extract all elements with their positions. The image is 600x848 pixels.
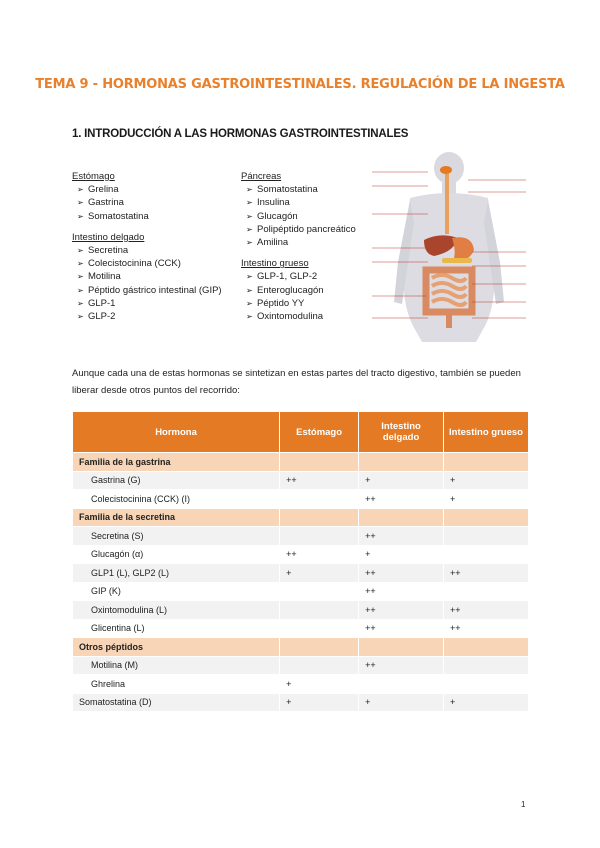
small-intestine-header: Intestino delgado bbox=[72, 231, 145, 243]
list-item: ➢ Péptido gástrico intestinal (GIP) bbox=[72, 284, 222, 297]
list-item: ➢ Amilina bbox=[241, 236, 356, 249]
column-header: Hormona bbox=[73, 412, 280, 453]
table-cell bbox=[280, 601, 359, 620]
table-cell bbox=[280, 638, 359, 657]
table-body bbox=[73, 453, 529, 712]
table-row bbox=[73, 675, 529, 694]
table-cell bbox=[444, 582, 529, 601]
page-number: 1 bbox=[521, 800, 526, 809]
list-item: ➢ GLP-1 bbox=[72, 297, 222, 310]
right-column bbox=[241, 170, 356, 323]
list-item: ➢ Glucagón bbox=[241, 210, 356, 223]
table-cell: Glicentina (L) bbox=[73, 619, 280, 638]
table-cell: + bbox=[444, 693, 529, 712]
table-cell: Oxintomodulina (L) bbox=[73, 601, 280, 620]
table-cell: ++ bbox=[359, 490, 444, 509]
table-cell: ++ bbox=[444, 619, 529, 638]
pancreas-header: Páncreas bbox=[241, 171, 282, 182]
table-cell: + bbox=[444, 490, 529, 509]
table-cell: ++ bbox=[444, 601, 529, 620]
table-cell: GIP (K) bbox=[73, 582, 280, 601]
table-cell bbox=[359, 638, 444, 657]
anatomy-figure-icon bbox=[368, 152, 530, 342]
list-item: ➢ GLP-1, GLP-2 bbox=[241, 270, 356, 283]
table-cell bbox=[280, 508, 359, 527]
table-cell bbox=[444, 675, 529, 694]
list-item: ➢ GLP-2 bbox=[72, 310, 222, 323]
table-cell: + bbox=[444, 471, 529, 490]
table-cell: Gastrina (G) bbox=[73, 471, 280, 490]
table-cell: Glucagón (α) bbox=[73, 545, 280, 564]
table-cell: Otros péptidos bbox=[73, 638, 280, 657]
table-cell: + bbox=[280, 675, 359, 694]
table-cell: + bbox=[359, 471, 444, 490]
list-item: ➢ Péptido YY bbox=[241, 297, 356, 310]
table-cell bbox=[280, 527, 359, 546]
table-cell: Somatostatina (D) bbox=[73, 693, 280, 712]
digestive-system-illustration bbox=[368, 152, 530, 342]
list-item: ➢ Somatostatina bbox=[241, 183, 356, 196]
table-cell: Motilina (M) bbox=[73, 656, 280, 675]
list-item: ➢ Grelina bbox=[72, 183, 222, 196]
table-cell: + bbox=[280, 564, 359, 583]
list-item: ➢ Enteroglucagón bbox=[241, 284, 356, 297]
table-cell: Secretina (S) bbox=[73, 527, 280, 546]
table-cell bbox=[280, 656, 359, 675]
table-cell: GLP1 (L), GLP2 (L) bbox=[73, 564, 280, 583]
table-cell bbox=[359, 453, 444, 472]
table-cell: ++ bbox=[359, 619, 444, 638]
list-item: ➢ Polipéptido pancreático bbox=[241, 223, 356, 236]
table-row bbox=[73, 693, 529, 712]
intro-paragraph: Aunque cada una de estas hormonas se sintetizan en estas partes del tracto digestivo, también se pueden liberar desde otros puntos del recorrido: bbox=[72, 368, 521, 396]
table-cell: ++ bbox=[359, 564, 444, 583]
table-cell bbox=[280, 490, 359, 509]
large-intestine-header: Intestino grueso bbox=[241, 258, 309, 270]
table-cell: + bbox=[359, 693, 444, 712]
table-group-row bbox=[73, 638, 529, 657]
table-row bbox=[73, 545, 529, 564]
table-cell: ++ bbox=[359, 527, 444, 546]
table-cell: + bbox=[280, 693, 359, 712]
table-row bbox=[73, 527, 529, 546]
table-cell: Colecistocinina (CCK) (I) bbox=[73, 490, 280, 509]
table-cell bbox=[359, 508, 444, 527]
column-header: Intestino delgado bbox=[359, 412, 444, 453]
table-cell bbox=[280, 453, 359, 472]
table-cell bbox=[444, 527, 529, 546]
table-cell bbox=[280, 619, 359, 638]
list-item: ➢ Colecistocinina (CCK) bbox=[72, 257, 222, 270]
list-item: ➢ Motilina bbox=[72, 270, 222, 283]
small-intestine-list bbox=[72, 244, 222, 323]
stomach-header: Estómago bbox=[72, 171, 115, 182]
table-group-row bbox=[73, 453, 529, 472]
table-cell bbox=[444, 453, 529, 472]
table-cell: ++ bbox=[280, 471, 359, 490]
table-cell: ++ bbox=[444, 564, 529, 583]
table-cell: ++ bbox=[280, 545, 359, 564]
table-row bbox=[73, 564, 529, 583]
column-header: Intestino grueso bbox=[444, 412, 529, 453]
table-row bbox=[73, 619, 529, 638]
list-item: ➢ Secretina bbox=[72, 244, 222, 257]
table-row bbox=[73, 656, 529, 675]
table-cell bbox=[280, 582, 359, 601]
table-cell bbox=[444, 545, 529, 564]
pancreas-list bbox=[241, 183, 356, 249]
table-row bbox=[73, 582, 529, 601]
table-row bbox=[73, 471, 529, 490]
table-cell: + bbox=[359, 545, 444, 564]
table-cell bbox=[359, 675, 444, 694]
table-cell bbox=[444, 656, 529, 675]
table-row bbox=[73, 601, 529, 620]
table-group-row bbox=[73, 508, 529, 527]
list-item: ➢ Insulina bbox=[241, 196, 356, 209]
table-cell: ++ bbox=[359, 582, 444, 601]
table-header-row bbox=[73, 412, 529, 453]
table-cell: ++ bbox=[359, 656, 444, 675]
table-row bbox=[73, 490, 529, 509]
list-item: ➢ Somatostatina bbox=[72, 210, 222, 223]
table-cell: Ghrelina bbox=[73, 675, 280, 694]
section-heading: 1. INTRODUCCIÓN A LAS HORMONAS GASTROINTESTINALES bbox=[72, 128, 409, 140]
large-intestine-list bbox=[241, 270, 356, 323]
table-cell bbox=[444, 508, 529, 527]
hormone-table bbox=[72, 411, 529, 712]
stomach-list bbox=[72, 183, 222, 223]
left-column bbox=[72, 170, 222, 323]
page-title: TEMA 9 - HORMONAS GASTROINTESTINALES. REGULACIÓN DE LA INGESTA bbox=[35, 77, 565, 92]
table-cell bbox=[444, 638, 529, 657]
table-cell: ++ bbox=[359, 601, 444, 620]
table-cell: Familia de la secretina bbox=[73, 508, 280, 527]
list-item: ➢ Oxintomodulina bbox=[241, 310, 356, 323]
list-item: ➢ Gastrina bbox=[72, 196, 222, 209]
table-cell: Familia de la gastrina bbox=[73, 453, 280, 472]
column-header: Estómago bbox=[280, 412, 359, 453]
